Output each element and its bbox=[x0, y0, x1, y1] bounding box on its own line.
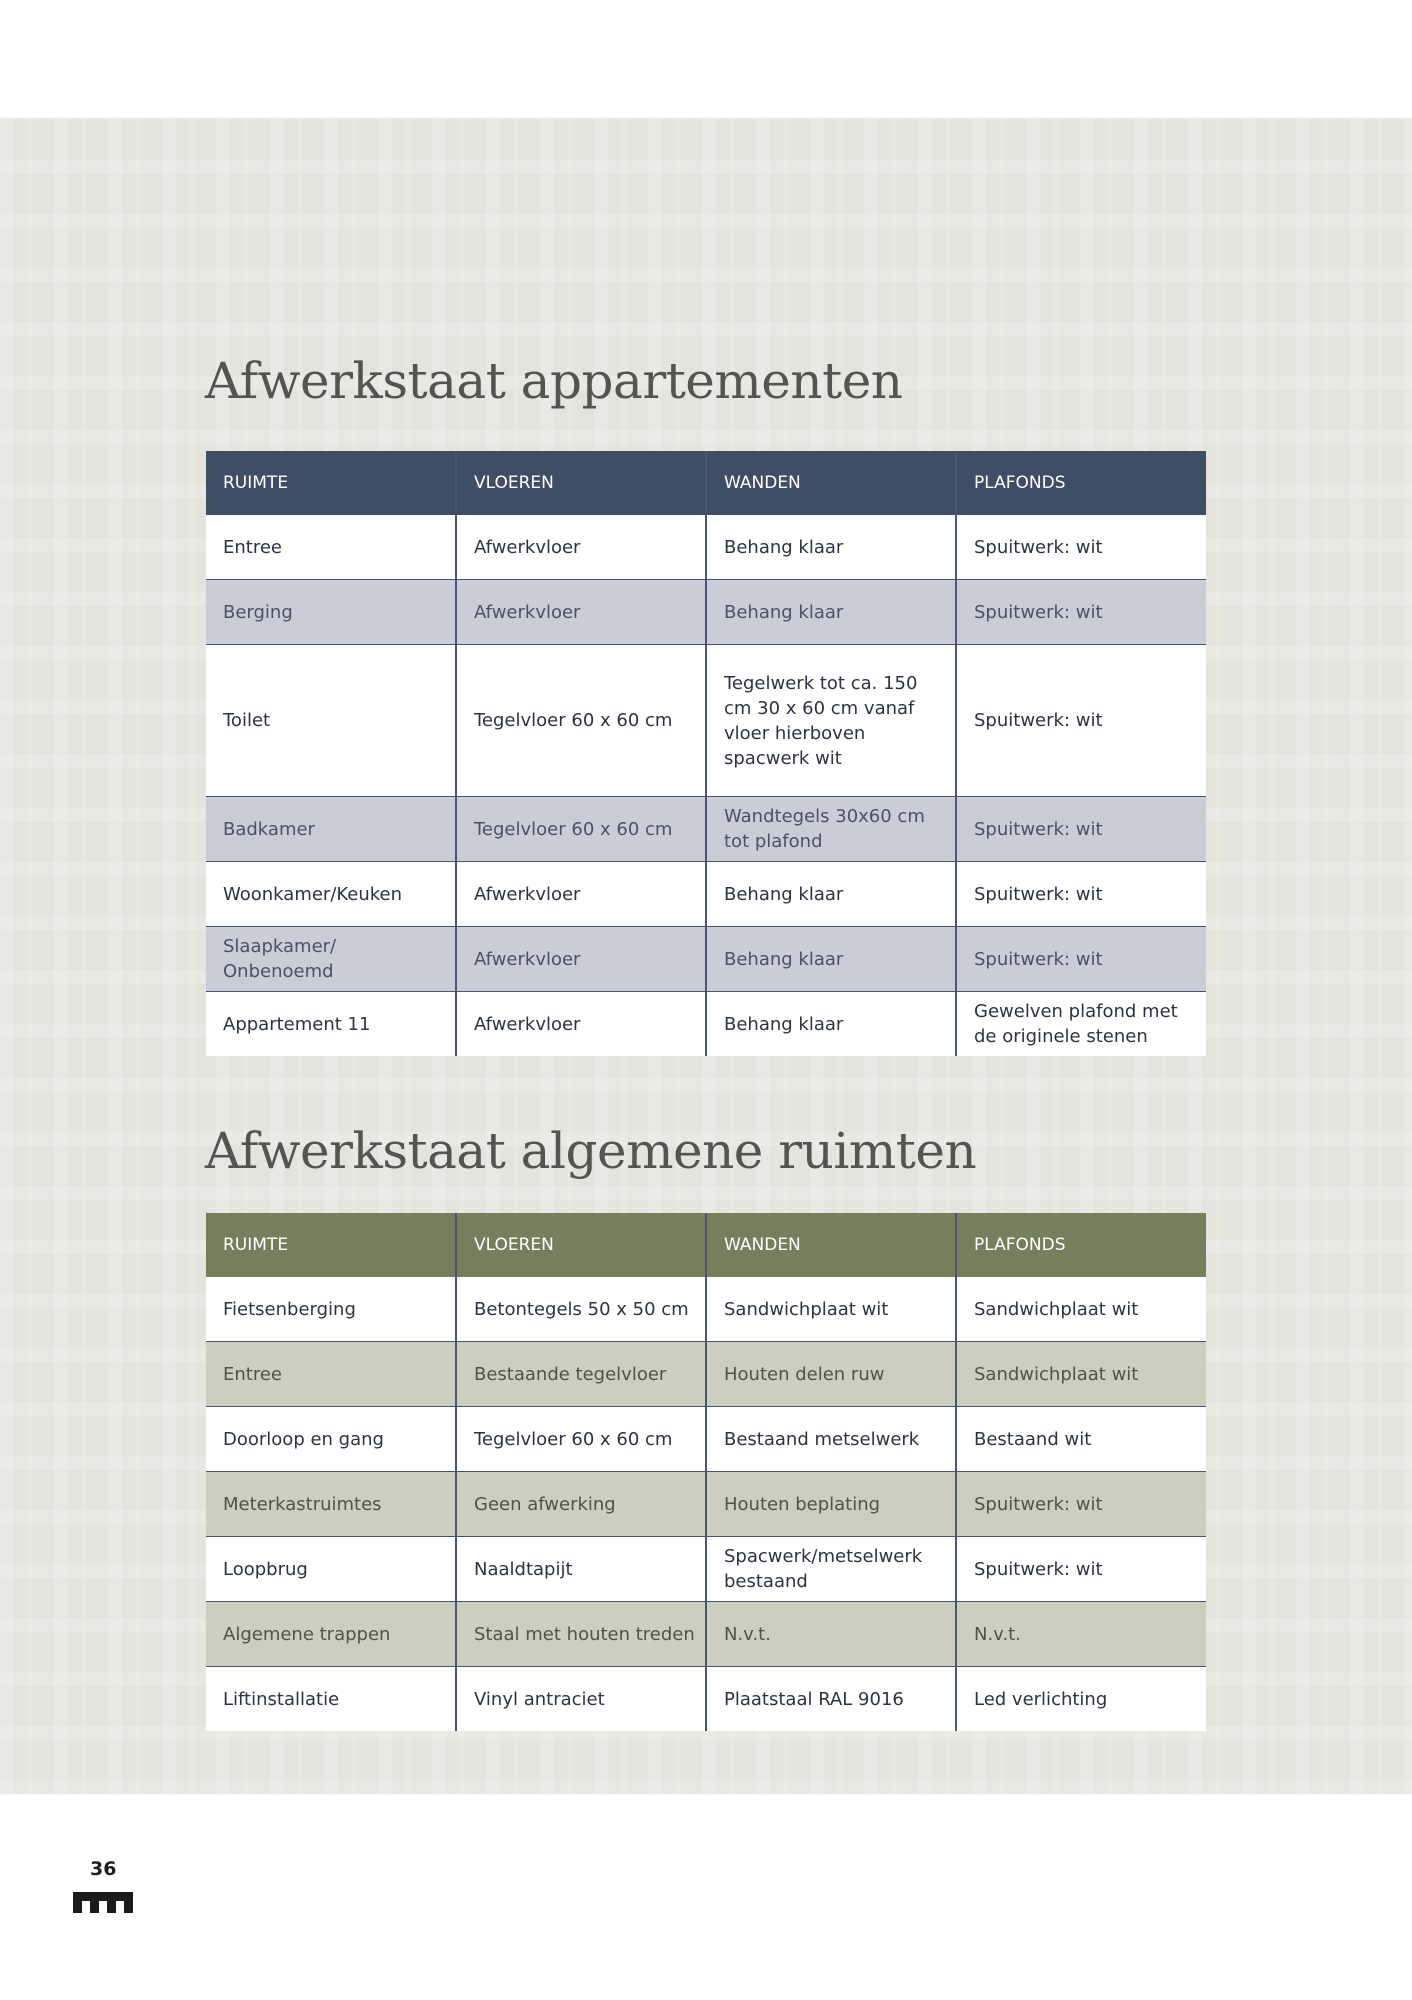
cell-ruimte: Meterkastruimtes bbox=[206, 1472, 456, 1537]
cell-ruimte: Entree bbox=[206, 1342, 456, 1407]
cell-plafonds: Spuitwerk: wit bbox=[956, 1472, 1206, 1537]
cell-vloeren: Tegelvloer 60 x 60 cm bbox=[456, 645, 706, 797]
cell-plafonds: Spuitwerk: wit bbox=[956, 645, 1206, 797]
cell-wanden: Wandtegels 30x60 cm tot plafond bbox=[706, 797, 956, 862]
finish-table-appartementen bbox=[206, 451, 1206, 1056]
cell-ruimte: Algemene trappen bbox=[206, 1602, 456, 1667]
brand-logo-icon bbox=[73, 1892, 133, 1920]
cell-plafonds: Spuitwerk: wit bbox=[956, 515, 1206, 580]
cell-wanden: Behang klaar bbox=[706, 515, 956, 580]
cell-ruimte: Loopbrug bbox=[206, 1537, 456, 1602]
cell-wanden: Behang klaar bbox=[706, 580, 956, 645]
cell-vloeren: Bestaande tegelvloer bbox=[456, 1342, 706, 1407]
cell-plafonds: N.v.t. bbox=[956, 1602, 1206, 1667]
table-header-row bbox=[206, 1213, 1206, 1277]
cell-vloeren: Tegelvloer 60 x 60 cm bbox=[456, 1407, 706, 1472]
cell-plafonds: Spuitwerk: wit bbox=[956, 797, 1206, 862]
section-title-algemene-ruimten: Afwerkstaat algemene ruimten bbox=[205, 1122, 977, 1180]
cell-plafonds: Spuitwerk: wit bbox=[956, 862, 1206, 927]
table-row bbox=[206, 1667, 1206, 1732]
cell-plafonds: Sandwichplaat wit bbox=[956, 1342, 1206, 1407]
table-row bbox=[206, 927, 1206, 992]
cell-wanden: Behang klaar bbox=[706, 862, 956, 927]
cell-ruimte: Doorloop en gang bbox=[206, 1407, 456, 1472]
cell-ruimte: Entree bbox=[206, 515, 456, 580]
table-row bbox=[206, 992, 1206, 1057]
cell-wanden: Houten beplating bbox=[706, 1472, 956, 1537]
cell-vloeren: Afwerkvloer bbox=[456, 580, 706, 645]
table-row bbox=[206, 797, 1206, 862]
cell-plafonds: Spuitwerk: wit bbox=[956, 580, 1206, 645]
table-header-row bbox=[206, 451, 1206, 515]
section-title-appartementen: Afwerkstaat appartementen bbox=[205, 352, 903, 410]
cell-wanden: Tegelwerk tot ca. 150 cm 30 x 60 cm vanaf vloer hierboven spacwerk wit bbox=[706, 645, 956, 797]
column-header-wanden: WANDEN bbox=[706, 1213, 956, 1277]
column-header-vloeren: VLOEREN bbox=[456, 1213, 706, 1277]
table-row bbox=[206, 580, 1206, 645]
column-header-plafonds: PLAFONDS bbox=[956, 1213, 1206, 1277]
cell-vloeren: Afwerkvloer bbox=[456, 927, 706, 992]
cell-ruimte: Toilet bbox=[206, 645, 456, 797]
table-row bbox=[206, 515, 1206, 580]
cell-plafonds: Spuitwerk: wit bbox=[956, 927, 1206, 992]
cell-vloeren: Staal met houten treden bbox=[456, 1602, 706, 1667]
column-header-plafonds: PLAFONDS bbox=[956, 451, 1206, 515]
cell-vloeren: Afwerkvloer bbox=[456, 862, 706, 927]
table-row bbox=[206, 1277, 1206, 1342]
cell-vloeren: Naaldtapijt bbox=[456, 1537, 706, 1602]
cell-wanden: Behang klaar bbox=[706, 992, 956, 1057]
cell-plafonds: Spuitwerk: wit bbox=[956, 1537, 1206, 1602]
cell-wanden: Houten delen ruw bbox=[706, 1342, 956, 1407]
cell-plafonds: Led verlichting bbox=[956, 1667, 1206, 1732]
cell-vloeren: Afwerkvloer bbox=[456, 992, 706, 1057]
cell-ruimte: Fietsenberging bbox=[206, 1277, 456, 1342]
column-header-vloeren: VLOEREN bbox=[456, 451, 706, 515]
cell-ruimte: Woonkamer/Keuken bbox=[206, 862, 456, 927]
cell-ruimte: Liftinstallatie bbox=[206, 1667, 456, 1732]
cell-ruimte: Badkamer bbox=[206, 797, 456, 862]
page-number: 36 bbox=[90, 1858, 117, 1880]
cell-vloeren: Tegelvloer 60 x 60 cm bbox=[456, 797, 706, 862]
cell-ruimte: Berging bbox=[206, 580, 456, 645]
table-row bbox=[206, 1407, 1206, 1472]
cell-wanden: Sandwichplaat wit bbox=[706, 1277, 956, 1342]
cell-wanden: N.v.t. bbox=[706, 1602, 956, 1667]
cell-ruimte: Slaapkamer/ Onbenoemd bbox=[206, 927, 456, 992]
cell-plafonds: Sandwichplaat wit bbox=[956, 1277, 1206, 1342]
cell-plafonds: Gewelven plafond met de originele stenen bbox=[956, 992, 1206, 1057]
cell-plafonds: Bestaand wit bbox=[956, 1407, 1206, 1472]
table-row bbox=[206, 645, 1206, 797]
cell-wanden: Plaatstaal RAL 9016 bbox=[706, 1667, 956, 1732]
cell-vloeren: Geen afwerking bbox=[456, 1472, 706, 1537]
finish-table-algemene-ruimten bbox=[206, 1213, 1206, 1731]
cell-ruimte: Appartement 11 bbox=[206, 992, 456, 1057]
table-row bbox=[206, 1342, 1206, 1407]
column-header-ruimte: RUIMTE bbox=[206, 451, 456, 515]
cell-wanden: Behang klaar bbox=[706, 927, 956, 992]
table-row bbox=[206, 1537, 1206, 1602]
cell-vloeren: Betontegels 50 x 50 cm bbox=[456, 1277, 706, 1342]
table-row bbox=[206, 862, 1206, 927]
column-header-wanden: WANDEN bbox=[706, 451, 956, 515]
cell-wanden: Spacwerk/metselwerk bestaand bbox=[706, 1537, 956, 1602]
table-row bbox=[206, 1602, 1206, 1667]
column-header-ruimte: RUIMTE bbox=[206, 1213, 456, 1277]
cell-wanden: Bestaand metselwerk bbox=[706, 1407, 956, 1472]
cell-vloeren: Afwerkvloer bbox=[456, 515, 706, 580]
table-row bbox=[206, 1472, 1206, 1537]
cell-vloeren: Vinyl antraciet bbox=[456, 1667, 706, 1732]
